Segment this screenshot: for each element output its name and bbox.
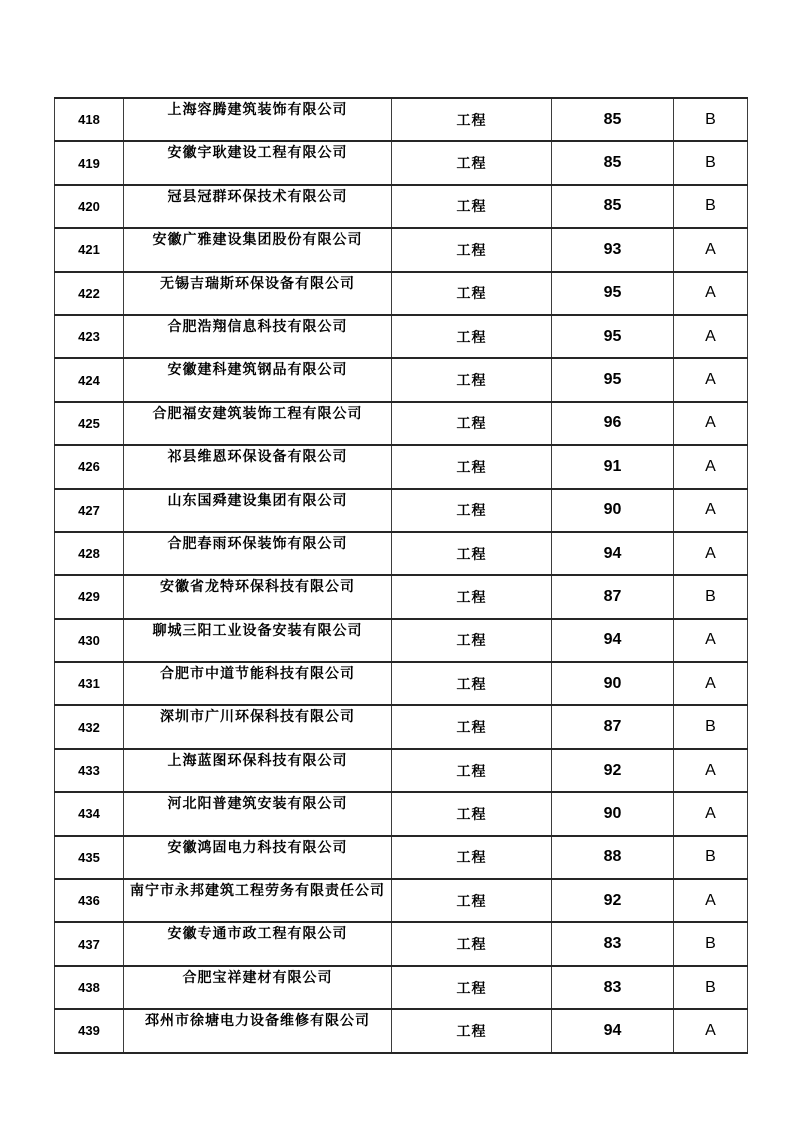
grade-cell: A [674, 1009, 748, 1052]
grade-cell: A [674, 228, 748, 271]
company-name-cell: 合肥宝祥建材有限公司 [124, 966, 392, 1009]
row-number-cell: 422 [55, 272, 124, 315]
grade-cell: A [674, 619, 748, 662]
score-cell: 95 [552, 315, 674, 358]
category-cell: 工程 [392, 749, 552, 792]
grade-cell: A [674, 358, 748, 401]
category-cell: 工程 [392, 358, 552, 401]
table-row [55, 141, 748, 184]
row-number-cell: 437 [55, 922, 124, 965]
category-cell: 工程 [392, 98, 552, 141]
grade-cell: B [674, 98, 748, 141]
company-name-cell: 安徽省龙特环保科技有限公司 [124, 575, 392, 618]
category-cell: 工程 [392, 315, 552, 358]
score-cell: 90 [552, 489, 674, 532]
score-cell: 87 [552, 705, 674, 748]
company-name-cell: 上海容腾建筑装饰有限公司 [124, 98, 392, 141]
table-row [55, 98, 748, 141]
score-cell: 92 [552, 749, 674, 792]
table-row [55, 662, 748, 705]
category-cell: 工程 [392, 705, 552, 748]
grade-cell: B [674, 705, 748, 748]
company-name-cell: 上海蓝图环保科技有限公司 [124, 749, 392, 792]
category-cell: 工程 [392, 141, 552, 184]
table-row [55, 228, 748, 271]
score-cell: 90 [552, 792, 674, 835]
company-name-cell: 聊城三阳工业设备安装有限公司 [124, 619, 392, 662]
score-cell: 92 [552, 879, 674, 922]
table-row [55, 575, 748, 618]
row-number-cell: 438 [55, 966, 124, 1009]
category-cell: 工程 [392, 185, 552, 228]
row-number-cell: 426 [55, 445, 124, 488]
grade-cell: A [674, 272, 748, 315]
row-number-cell: 425 [55, 402, 124, 445]
grade-cell: B [674, 575, 748, 618]
table-row [55, 922, 748, 965]
grade-cell: B [674, 141, 748, 184]
category-cell: 工程 [392, 879, 552, 922]
grade-cell: A [674, 532, 748, 575]
category-cell: 工程 [392, 662, 552, 705]
score-cell: 87 [552, 575, 674, 618]
company-name-cell: 南宁市永邦建筑工程劳务有限责任公司 [124, 879, 392, 922]
company-name-cell: 安徽专通市政工程有限公司 [124, 922, 392, 965]
company-name-cell: 邳州市徐塘电力设备维修有限公司 [124, 1009, 392, 1052]
score-cell: 85 [552, 98, 674, 141]
score-cell: 85 [552, 141, 674, 184]
score-cell: 95 [552, 272, 674, 315]
company-name-cell: 安徽鸿固电力科技有限公司 [124, 836, 392, 879]
category-cell: 工程 [392, 792, 552, 835]
grade-cell: A [674, 315, 748, 358]
grade-cell: B [674, 922, 748, 965]
score-cell: 96 [552, 402, 674, 445]
row-number-cell: 433 [55, 749, 124, 792]
table-row [55, 358, 748, 401]
row-number-cell: 423 [55, 315, 124, 358]
company-name-cell: 无锡吉瑞斯环保设备有限公司 [124, 272, 392, 315]
row-number-cell: 434 [55, 792, 124, 835]
row-number-cell: 421 [55, 228, 124, 271]
row-number-cell: 418 [55, 98, 124, 141]
table-row [55, 966, 748, 1009]
table-row [55, 489, 748, 532]
company-name-cell: 安徽广雅建设集团股份有限公司 [124, 228, 392, 271]
row-number-cell: 436 [55, 879, 124, 922]
score-cell: 90 [552, 662, 674, 705]
table-row [55, 402, 748, 445]
table-row [55, 532, 748, 575]
company-name-cell: 山东国舜建设集团有限公司 [124, 489, 392, 532]
table-row [55, 836, 748, 879]
category-cell: 工程 [392, 922, 552, 965]
table-row [55, 749, 748, 792]
grade-cell: A [674, 879, 748, 922]
table-row [55, 315, 748, 358]
grade-cell: A [674, 662, 748, 705]
category-cell: 工程 [392, 575, 552, 618]
category-cell: 工程 [392, 228, 552, 271]
table-row [55, 1009, 748, 1052]
category-cell: 工程 [392, 532, 552, 575]
category-cell: 工程 [392, 966, 552, 1009]
grade-cell: A [674, 749, 748, 792]
grade-cell: A [674, 445, 748, 488]
row-number-cell: 432 [55, 705, 124, 748]
score-cell: 95 [552, 358, 674, 401]
grade-cell: A [674, 792, 748, 835]
score-cell: 93 [552, 228, 674, 271]
row-number-cell: 420 [55, 185, 124, 228]
table-body [55, 98, 748, 1053]
row-number-cell: 435 [55, 836, 124, 879]
table-row [55, 445, 748, 488]
company-grades-table [54, 97, 748, 1054]
company-name-cell: 合肥福安建筑装饰工程有限公司 [124, 402, 392, 445]
company-name-cell: 河北阳普建筑安装有限公司 [124, 792, 392, 835]
company-name-cell: 祁县维恩环保设备有限公司 [124, 445, 392, 488]
category-cell: 工程 [392, 445, 552, 488]
company-name-cell: 合肥春雨环保装饰有限公司 [124, 532, 392, 575]
category-cell: 工程 [392, 402, 552, 445]
row-number-cell: 431 [55, 662, 124, 705]
row-number-cell: 439 [55, 1009, 124, 1052]
grade-cell: B [674, 966, 748, 1009]
company-name-cell: 冠县冠群环保技术有限公司 [124, 185, 392, 228]
grade-cell: B [674, 185, 748, 228]
company-name-cell: 合肥市中道节能科技有限公司 [124, 662, 392, 705]
grade-cell: B [674, 836, 748, 879]
table-row [55, 619, 748, 662]
score-cell: 91 [552, 445, 674, 488]
score-cell: 88 [552, 836, 674, 879]
score-cell: 94 [552, 532, 674, 575]
category-cell: 工程 [392, 1009, 552, 1052]
category-cell: 工程 [392, 619, 552, 662]
row-number-cell: 424 [55, 358, 124, 401]
company-name-cell: 安徽宇耿建设工程有限公司 [124, 141, 392, 184]
score-cell: 94 [552, 619, 674, 662]
table-row [55, 272, 748, 315]
company-name-cell: 安徽建科建筑钢品有限公司 [124, 358, 392, 401]
grade-cell: A [674, 489, 748, 532]
score-cell: 85 [552, 185, 674, 228]
table-row [55, 792, 748, 835]
category-cell: 工程 [392, 836, 552, 879]
table-row [55, 705, 748, 748]
grade-cell: A [674, 402, 748, 445]
score-cell: 83 [552, 922, 674, 965]
row-number-cell: 419 [55, 141, 124, 184]
score-cell: 83 [552, 966, 674, 1009]
row-number-cell: 429 [55, 575, 124, 618]
category-cell: 工程 [392, 489, 552, 532]
table-row [55, 185, 748, 228]
category-cell: 工程 [392, 272, 552, 315]
company-name-cell: 深圳市广川环保科技有限公司 [124, 705, 392, 748]
company-name-cell: 合肥浩翔信息科技有限公司 [124, 315, 392, 358]
row-number-cell: 430 [55, 619, 124, 662]
score-cell: 94 [552, 1009, 674, 1052]
row-number-cell: 428 [55, 532, 124, 575]
row-number-cell: 427 [55, 489, 124, 532]
table-row [55, 879, 748, 922]
